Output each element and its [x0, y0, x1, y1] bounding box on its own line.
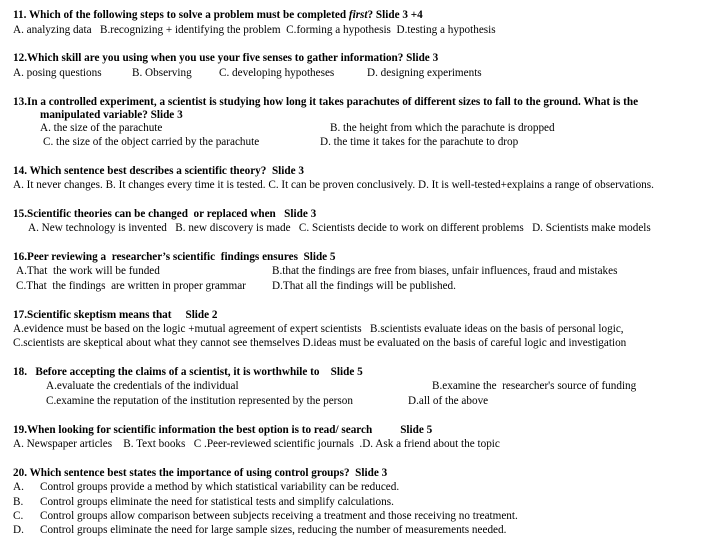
question-20-stem: 20. Which sentence best states the importance of using control groups? Slide 3 [13, 467, 388, 479]
question-13-option-b: B. the height from which the parachute is dropped [330, 122, 555, 134]
question-20-option-d-text: Control groups eliminate the need for large sample sizes, reducing the number of measurements needed. [40, 524, 507, 536]
question-13-option-a: A. the size of the parachute [40, 122, 163, 134]
question-16-option-a: A.That the work will be funded [16, 265, 160, 277]
question-17-stem: 17.Scientific skeptism means that Slide 2 [13, 309, 218, 321]
question-17-options-line-2: C.scientists are skeptical about what they cannot see themselves D.ideas must be evaluated on the basis of careful logic and investigation [13, 337, 627, 349]
question-16-stem: 16.Peer reviewing a researcher’s scientific findings ensures Slide 5 [13, 251, 336, 263]
question-18-stem: 18. Before accepting the claims of a scientist, it is worthwhile to Slide 5 [13, 366, 363, 378]
question-14-stem: 14. Which sentence best describes a scientific theory? Slide 3 [13, 165, 304, 177]
question-11-options: A. analyzing data B.recognizing + identifying the problem C.forming a hypothesis D.testing a hypothesis [13, 24, 496, 36]
question-18-option-c: C.examine the reputation of the institution represented by the person [46, 395, 353, 407]
question-12-option-a: A. posing questions [13, 67, 102, 79]
question-19-options: A. Newspaper articles B. Text books C .Peer-reviewed scientific journals .D. Ask a friend about the topic [13, 438, 500, 450]
question-20-option-a-text: Control groups provide a method by which statistical variability can be reduced. [40, 481, 400, 493]
question-19-stem: 19.When looking for scientific information the best option is to read/ search Slide 5 [13, 424, 433, 436]
question-13-stem-line-1: 13.In a controlled experiment, a scientist is studying how long it takes parachutes of different sizes to fall to the ground. What is the [13, 96, 639, 108]
question-20-option-c-letter: C. [13, 510, 24, 522]
question-18-option-b: B.examine the researcher's source of funding [432, 380, 637, 392]
question-20-option-c-text: Control groups allow comparison between subjects receiving a treatment and those receiving no treatment. [40, 510, 518, 522]
question-20-option-a-letter: A. [13, 481, 24, 493]
question-17-options-line-1: A.evidence must be based on the logic +mutual agreement of expert scientists B.scientists evaluate ideas on the basis of personal logic, [13, 323, 624, 335]
question-12-option-b: B. Observing [132, 67, 192, 79]
question-20-option-b-letter: B. [13, 496, 24, 508]
question-15-stem: 15.Scientific theories can be changed or replaced when Slide 3 [13, 208, 317, 220]
question-16-option-c: C.That the findings are written in proper grammar [16, 280, 246, 292]
question-16-option-d: D.That all the findings will be published. [272, 280, 456, 292]
question-18-option-d: D.all of the above [408, 395, 489, 407]
question-11-stem: 11. Which of the following steps to solve a problem must be completed first? Slide 3 +4 [13, 9, 423, 21]
question-15-options: A. New technology is invented B. new discovery is made C. Scientists decide to work on different problems D. Scientists make models [28, 222, 651, 234]
question-13-option-d: D. the time it takes for the parachute to drop [320, 136, 519, 148]
question-16-option-b: B.that the findings are free from biases, unfair influences, fraud and mistakes [272, 265, 618, 277]
question-20-option-b-text: Control groups eliminate the need for statistical tests and simplify calculations. [40, 496, 394, 508]
question-12-option-d: D. designing experiments [367, 67, 482, 79]
question-13-option-c: C. the size of the object carried by the parachute [43, 136, 260, 148]
question-20-option-d-letter: D. [13, 524, 24, 536]
question-12-option-c: C. developing hypotheses [219, 67, 335, 79]
question-18-option-a: A.evaluate the credentials of the individual [46, 380, 239, 392]
question-12-stem: 12.Which skill are you using when you use your five senses to gather information? Slide 3 [13, 52, 439, 64]
question-14-options: A. It never changes. B. It changes every time it is tested. C. It can be proven conclusively. D. It is well-tested+explains a range of observations. [13, 179, 654, 191]
question-13-stem-line-2: manipulated variable? Slide 3 [40, 109, 183, 121]
